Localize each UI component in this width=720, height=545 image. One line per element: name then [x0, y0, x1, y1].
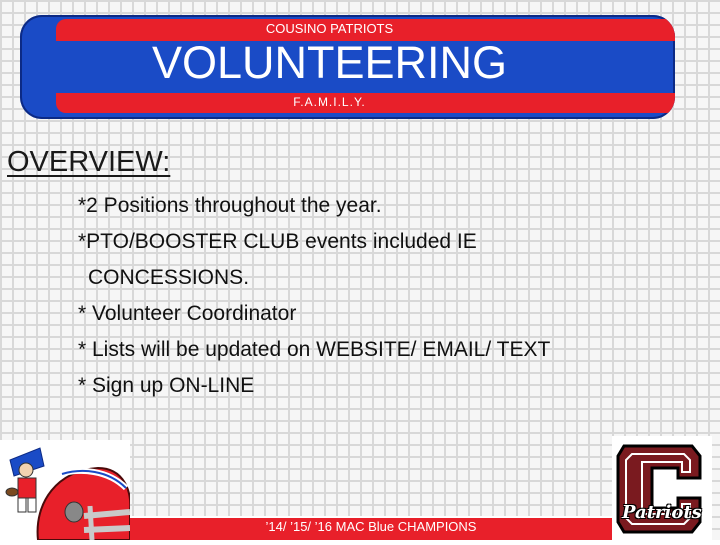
- patriots-logo: [612, 436, 712, 540]
- list-item: *PTO/BOOSTER CLUB events included IE: [78, 230, 477, 253]
- footer-text: ’14/ ’15/ ’16 MAC Blue CHAMPIONS: [265, 519, 477, 534]
- footer-bar: [130, 516, 612, 540]
- helmet-icon: [0, 440, 130, 540]
- title-banner: [20, 15, 675, 119]
- helmet-image: [0, 440, 130, 540]
- patriots-c-icon: [612, 436, 712, 540]
- section-heading: OVERVIEW:: [7, 146, 171, 178]
- bullet-list: [78, 188, 550, 404]
- footer-divider: [130, 516, 612, 518]
- list-item: * Lists will be updated on WEBSITE/ EMAIL/ TEXT: [78, 338, 551, 361]
- page-title: VOLUNTEERING: [151, 37, 508, 88]
- list-item: * Volunteer Coordinator: [78, 302, 297, 325]
- logo-wordmark: Patriots: [622, 502, 702, 523]
- list-item: CONCESSIONS.: [88, 266, 250, 289]
- banner-kicker: COUSINO PATRIOTS: [265, 21, 394, 36]
- list-item: * Sign up ON-LINE: [78, 374, 255, 397]
- banner-subtitle: F.A.M.I.L.Y.: [293, 95, 366, 109]
- list-item: *2 Positions throughout the year.: [78, 194, 382, 217]
